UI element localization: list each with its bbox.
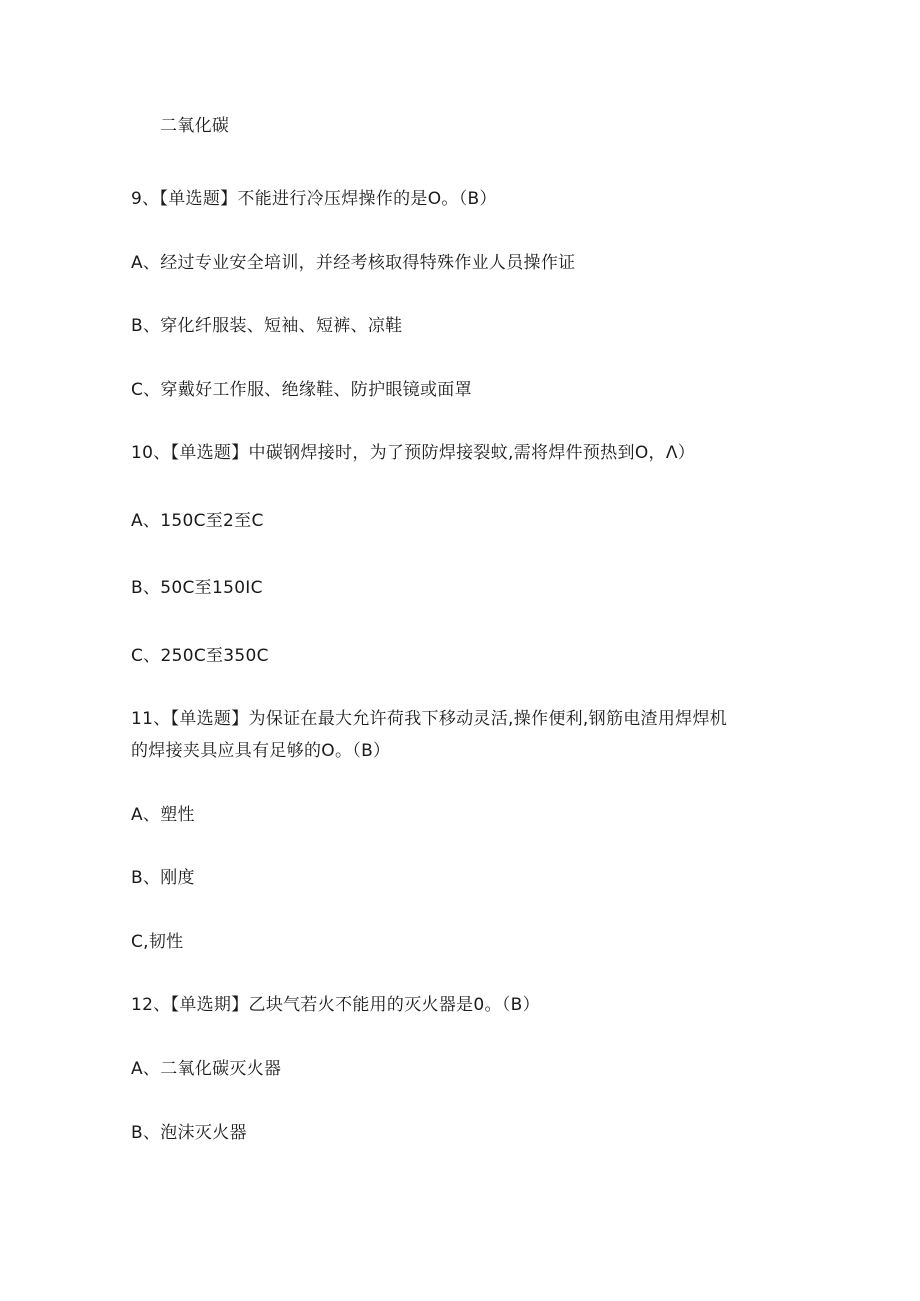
question-11-continuation: 的焊接夹具应具有足够的O。（B） xyxy=(131,741,391,761)
option-continuation: 二氧化碳 xyxy=(160,116,230,136)
question-9-option-a: A、经过专业安全培训，并经考核取得特殊作业人员操作证 xyxy=(131,253,576,273)
question-10-option-a: A、150C至2至C xyxy=(131,511,264,531)
question-10: 10、【单选题】中碳钢焊接时，为了预防焊接裂蚊,需将焊件预热到O，Λ） xyxy=(131,443,696,463)
question-11-option-a: A、塑性 xyxy=(131,805,195,825)
question-9-option-b: B、穿化纤服装、短袖、短裤、凉鞋 xyxy=(131,316,403,336)
question-12: 12、【单选期】乙块气若火不能用的灭火器是0。（B） xyxy=(131,995,540,1015)
question-9-option-c: C、穿戴好工作服、绝缘鞋、防护眼镜或面罩 xyxy=(131,380,472,400)
question-12-option-a: A、二氧化碳灭火器 xyxy=(131,1059,282,1079)
question-11-option-c: C,韧性 xyxy=(131,932,184,952)
question-11-option-b: B、刚度 xyxy=(131,868,195,888)
question-11: 11、【单选题】为保证在最大允许荷我下移动灵活,操作便利,钢筋电渣用焊焊机 xyxy=(131,709,728,729)
question-10-option-c: C、250C至350C xyxy=(131,646,269,666)
question-10-option-b: B、50C至150IC xyxy=(131,578,263,598)
question-12-option-b: B、泡沫灭火器 xyxy=(131,1123,247,1143)
question-9: 9、【单选题】不能进行冷压焊操作的是O。（B） xyxy=(131,189,497,209)
